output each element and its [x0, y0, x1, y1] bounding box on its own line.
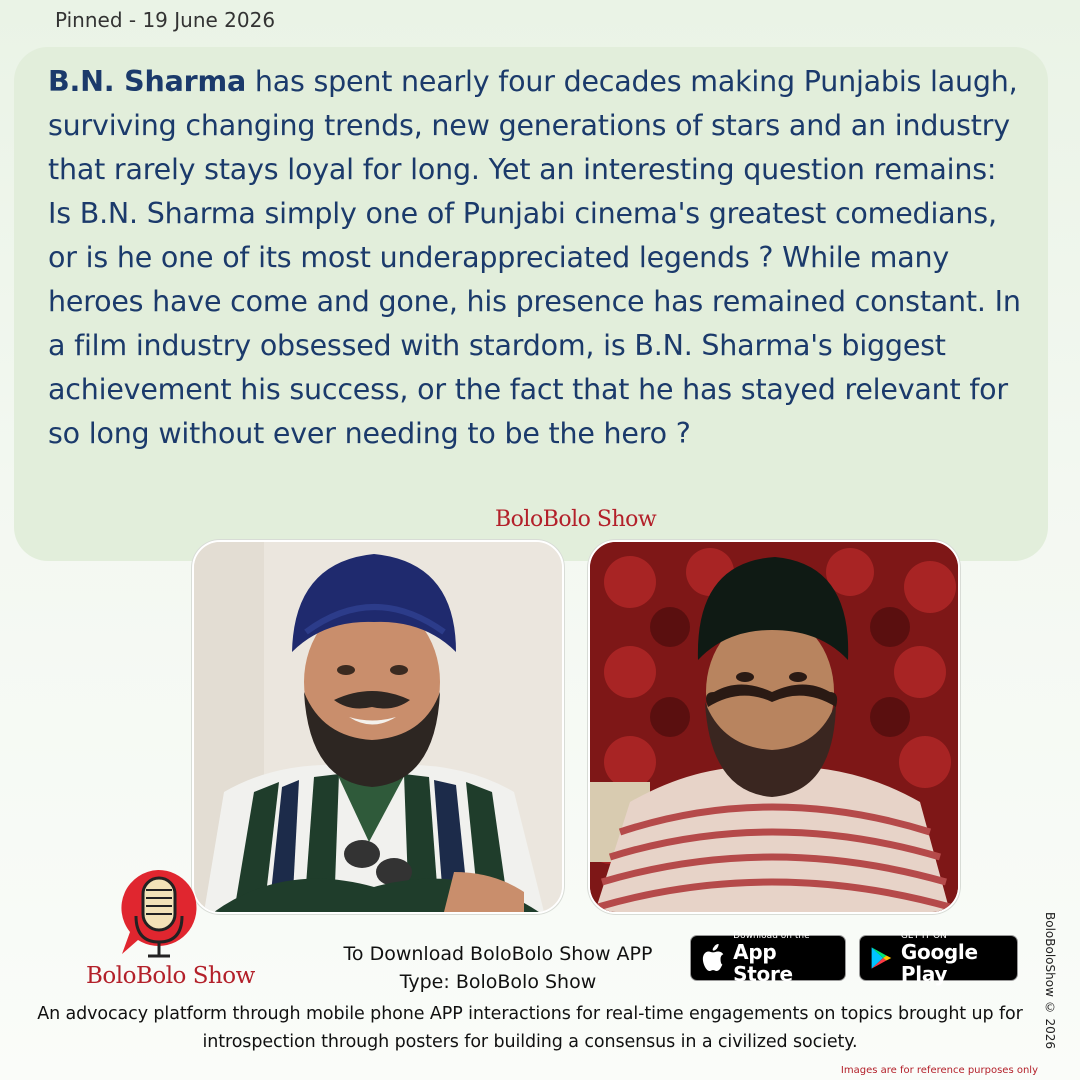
- google-play-big: Google Play: [900, 940, 978, 986]
- apple-icon: [701, 943, 725, 973]
- article-body: has spent nearly four decades making Punjabis laugh, surviving changing trends, new generations of stars and an industry that rarely stays loyal for long. Yet an interesting question remains: Is B.N. Sharma simply one of Punjabi cinema's greatest comedians, or is he one of its most underappreciated legends ? While many heroes have come and gone, his presence has remained constant. In a film industry obsessed with stardom, is B.N. Sharma's biggest achievement his success, or the fact that he has stayed relevant for so long without ever needing to be the hero ?: [48, 65, 1021, 450]
- copyright-vertical: BoloBoloShow © 2026: [1043, 912, 1057, 1050]
- portrait-right-image: [590, 542, 958, 912]
- google-play-icon: [870, 943, 893, 973]
- photo-right: [588, 540, 960, 914]
- app-store-small: Download on the: [733, 931, 810, 941]
- download-line-2: Type: BoloBolo Show: [399, 971, 597, 993]
- app-store-button[interactable]: [690, 931, 846, 986]
- brand-name: BoloBolo Show: [86, 963, 255, 989]
- article-text: [48, 60, 1023, 456]
- google-play-small: GET IT ON: [900, 931, 947, 941]
- microphone-speech-bubble-icon: [88, 866, 248, 966]
- article-name: B.N. Sharma: [48, 65, 246, 98]
- app-store-big: App Store: [733, 940, 793, 986]
- portrait-left-image: [194, 542, 562, 912]
- brand-watermark: BoloBolo Show: [495, 507, 657, 532]
- disclaimer: Images are for reference purposes only: [840, 1065, 1038, 1076]
- tagline: An advocacy platform through mobile phone APP interactions for real-time engagements on topics brought up for introspection through posters for building a consensus in a civilized society.: [37, 1004, 1023, 1052]
- pinned-date: Pinned - 19 June 2026: [55, 8, 276, 32]
- photo-left: [192, 540, 564, 914]
- google-play-button[interactable]: [859, 931, 1018, 986]
- download-instructions: [318, 940, 678, 996]
- download-line-1: To Download BoloBolo Show APP: [343, 943, 653, 965]
